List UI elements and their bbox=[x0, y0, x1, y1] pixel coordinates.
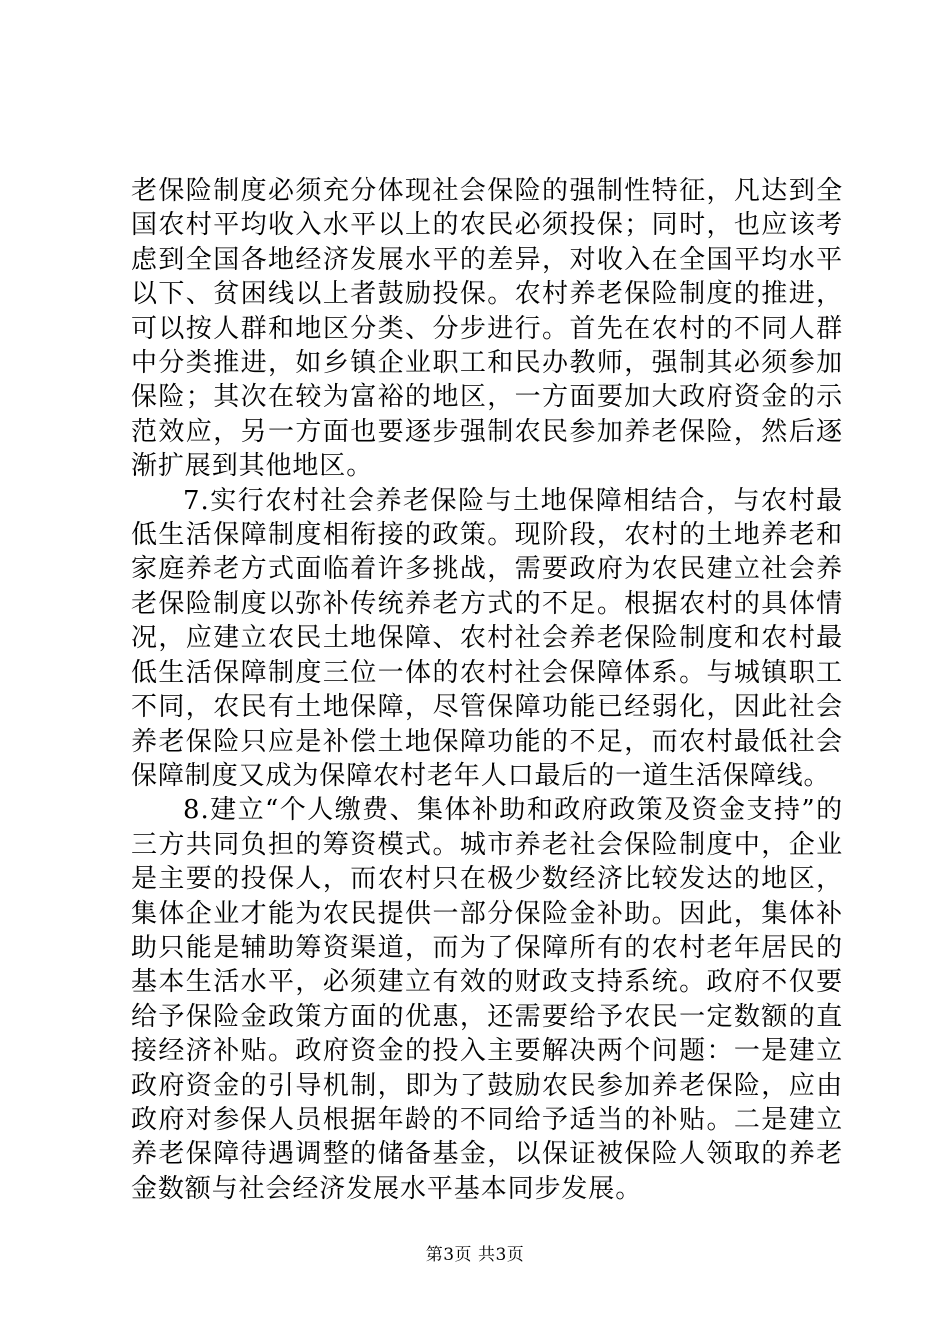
body-text bbox=[131, 174, 843, 1206]
paragraph-item-8: 8.建立“个人缴费、集体补助和政府政策及资金支持”的三方共同负担的筹资模式。城市养老社会保险制度中，企业是主要的投保人，而农村只在极少数经济比较发达的地区，集体企业才能为农民提供一部分保险金补助。因此，集体补助只能是辅助筹资渠道，而为了保障所有的农村老年居民的基本生活水平，必须建立有效的财政支持系统。政府不仅要给予保险金政策方面的优惠，还需要给予农民一定数额的直接经济补贴。政府资金的投入主要解决两个问题：一是建立政府资金的引导机制，即为了鼓励农民参加养老保险，应由政府对参保人员根据年龄的不同给予适当的补贴。二是建立养老保障待遇调整的储备基金，以保证被保险人领取的养老金数额与社会经济发展水平基本同步发展。 bbox=[131, 795, 843, 1204]
paragraph-continuation: 老保险制度必须充分体现社会保险的强制性特征，凡达到全国农村平均收入水平以上的农民必须投保；同时，也应该考虑到全国各地经济发展水平的差异，对收入在全国平均水平以下、贫困线以上者鼓励投保。农村养老保险制度的推进，可以按人群和地区分类、分步进行。首先在农村的不同人群中分类推进，如乡镇企业职工和民办教师，强制其必须参加保险；其次在较为富裕的地区，一方面要加大政府资金的示范效应，另一方面也要逐步强制农民参加养老保险，然后逐渐扩展到其他地区。 bbox=[131, 176, 843, 482]
paragraph-item-7: 7.实行农村社会养老保险与土地保障相结合，与农村最低生活保障制度相衔接的政策。现阶段，农村的土地养老和家庭养老方式面临着许多挑战，需要政府为农民建立社会养老保险制度以弥补传统养老方式的不足。根据农村的具体情况，应建立农民土地保障、农村社会养老保险制度和农村最低生活保障制度三位一体的农村社会保障体系。与城镇职工不同，农民有土地保障，尽管保障功能已经弱化，因此社会养老保险只应是补偿土地保障功能的不足，而农村最低社会保障制度又成为保障农村老年人口最后的一道生活保障线。 bbox=[131, 485, 843, 791]
page-footer: 第3页 共3页 bbox=[425, 1245, 525, 1265]
